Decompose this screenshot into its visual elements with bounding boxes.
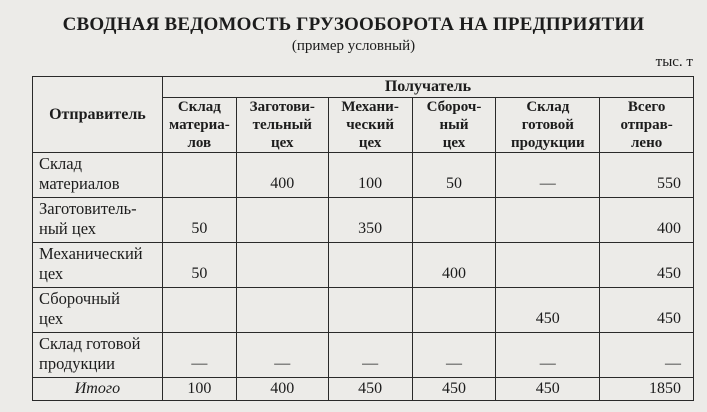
- cell-assembly-shop: 50: [412, 153, 496, 198]
- sender-line: Механический: [39, 244, 143, 263]
- cell-finished-goods-warehouse: —: [496, 153, 600, 198]
- cell-total-sent: 450: [600, 288, 694, 333]
- cell-assembly-shop: 400: [412, 243, 496, 288]
- cell-materials-warehouse: [162, 288, 236, 333]
- cell-total-sent: 400: [600, 198, 694, 243]
- sender-line: цех: [39, 309, 64, 328]
- header-line: тельный: [252, 117, 312, 133]
- cell-mechanical-shop: 100: [328, 153, 412, 198]
- header-line: лов: [187, 135, 212, 151]
- sender-line: ный цех: [39, 219, 97, 238]
- sender-line: Заготовитель-: [39, 199, 137, 218]
- sender-line: продукции: [39, 354, 116, 373]
- header-line: готовой: [521, 117, 574, 133]
- cell-finished-goods-warehouse: —: [496, 333, 600, 378]
- table-row: [33, 333, 694, 378]
- header-line: Склад: [526, 99, 570, 115]
- row-sender: [33, 288, 163, 333]
- table-title: СВОДНАЯ ВЕДОМОСТЬ ГРУЗООБОРОТА НА ПРЕДПРИЯТИИ: [62, 14, 645, 35]
- cell-finished-goods-warehouse: 450: [496, 288, 600, 333]
- header-line: цех: [442, 135, 466, 151]
- cell-mechanical-shop: —: [328, 333, 412, 378]
- header-line: материа-: [168, 117, 230, 133]
- cell-procurement-shop: 400: [236, 153, 328, 198]
- header-recipient-group: Получатель: [162, 77, 693, 98]
- total-cell-assembly-shop: 450: [412, 378, 496, 401]
- header-line: Заготови-: [249, 99, 315, 115]
- header-line: лено: [631, 135, 663, 151]
- row-sender: [33, 243, 163, 288]
- cell-procurement-shop: [236, 198, 328, 243]
- cell-mechanical-shop: 350: [328, 198, 412, 243]
- header-line: отправ-: [620, 117, 673, 133]
- cell-materials-warehouse: [162, 153, 236, 198]
- cell-procurement-shop: [236, 288, 328, 333]
- total-cell-total-sent: 1850: [600, 378, 694, 401]
- sender-line: Склад готовой: [39, 334, 141, 353]
- header-col-finished-goods-warehouse: [496, 98, 600, 153]
- cell-materials-warehouse: 50: [162, 243, 236, 288]
- total-cell-mechanical-shop: 450: [328, 378, 412, 401]
- cell-materials-warehouse: 50: [162, 198, 236, 243]
- header-line: Всего: [627, 99, 666, 115]
- table-row: [33, 153, 694, 198]
- total-row: [33, 378, 694, 401]
- total-cell-finished-goods-warehouse: 450: [496, 378, 600, 401]
- units-label: тыс. т: [655, 54, 693, 70]
- row-sender: [33, 333, 163, 378]
- header-line: Сбороч-: [426, 99, 482, 115]
- cell-materials-warehouse: —: [162, 333, 236, 378]
- header-line: ческий: [346, 117, 395, 133]
- row-sender: [33, 198, 163, 243]
- header-col-total-sent: [600, 98, 694, 153]
- cell-mechanical-shop: [328, 243, 412, 288]
- header-line: ный: [439, 117, 469, 133]
- row-sender: [33, 153, 163, 198]
- header-line: продукции: [510, 135, 585, 151]
- cell-procurement-shop: —: [236, 333, 328, 378]
- header-col-materials-warehouse: [162, 98, 236, 153]
- header-line: цех: [358, 135, 382, 151]
- header-line: цех: [271, 135, 294, 151]
- table-row: [33, 288, 694, 333]
- cell-total-sent: —: [600, 333, 694, 378]
- cell-assembly-shop: [412, 198, 496, 243]
- sender-line: Склад: [39, 154, 82, 173]
- total-label: Итого: [33, 378, 163, 401]
- cargo-turnover-table: [32, 76, 694, 401]
- cell-assembly-shop: [412, 288, 496, 333]
- cell-assembly-shop: —: [412, 333, 496, 378]
- table-row: [33, 243, 694, 288]
- cell-procurement-shop: [236, 243, 328, 288]
- cell-finished-goods-warehouse: [496, 243, 600, 288]
- sender-line: Сборочный: [39, 289, 120, 308]
- header-col-assembly-shop: [412, 98, 496, 153]
- header-col-mechanical-shop: [328, 98, 412, 153]
- cell-total-sent: 450: [600, 243, 694, 288]
- sender-line: цех: [39, 264, 64, 283]
- header-sender: Отправитель: [33, 77, 163, 153]
- sender-line: материалов: [39, 174, 120, 193]
- cell-finished-goods-warehouse: [496, 198, 600, 243]
- cell-total-sent: 550: [600, 153, 694, 198]
- table-row: [33, 198, 694, 243]
- table-subtitle: (пример условный): [291, 38, 416, 54]
- header-line: Механи-: [341, 99, 399, 115]
- total-cell-procurement-shop: 400: [236, 378, 328, 401]
- header-col-procurement-shop: [236, 98, 328, 153]
- header-line: Склад: [177, 99, 221, 115]
- total-cell-materials-warehouse: 100: [162, 378, 236, 401]
- cell-mechanical-shop: [328, 288, 412, 333]
